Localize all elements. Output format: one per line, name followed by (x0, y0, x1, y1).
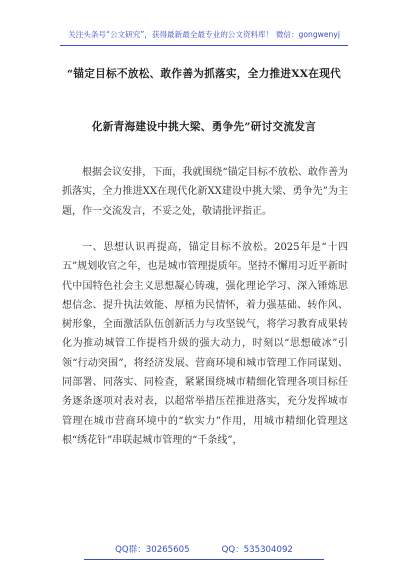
body-paragraph-intro: 根据会议安排，下面，我就围绕“锚定目标不放松、敢作善为抓落实，全力推进XX在现代化新XX建设中挑大梁、勇争先”为主题，作一交流发言，不妥之处，敬请批评指正。 (62, 167, 348, 217)
document-title-line-1: “锚定目标不放松、敢作善为抓落实，全力推进XX在现代 (67, 68, 341, 80)
document-title-line-2: 化新青海建设中挑大梁、勇争先”研讨交流发言 (91, 121, 317, 133)
body-paragraph-section-1: 一、思想认识再提高，锚定目标不放松。2025年是“十四五”规划收官之年，也是城市管理提质年。坚持不懈用习近平新时代中国特色社会主义思想凝心铸魂，强化理论学习、深入锤炼思想信念、提升执法效能、厚植为民情怀，着力强基础、转作风、树形象，全面激活队伍创新活力与攻坚锐气，将学习教育成果转化为推动城管工作提档升级的强大动力，时刻以“思想破冰”引领“行动突围”，将经济发展、营商环境和城市管理工作同谋划、同部署、同落实、同检查，紧紧围绕城市精细化管理各项目标任务逐条逐项对表对表，以超常举措压茬推进落实，充分发挥城市管理在城市营商环境中的“软实力”作用，用城市精细化管理这根“绣花针”串联起城市管理的“千条线”， (62, 242, 348, 446)
footer-qq-group: QQ群：30265605 (115, 545, 190, 555)
footer-contact (0, 543, 408, 555)
footer-qq-number: QQ：535304092 (221, 545, 293, 555)
header-divider (60, 45, 348, 46)
footer-divider (84, 559, 324, 560)
header-banner: 关注头条号“公文研究”，获得最新最全最专业的公文资料库！ 微信：gongwenyj (68, 30, 340, 39)
